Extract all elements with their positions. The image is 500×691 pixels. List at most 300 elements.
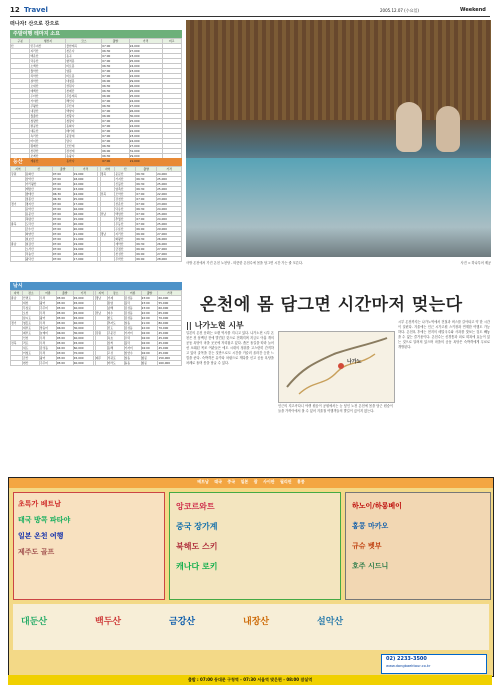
table-cell: 백암산 bbox=[115, 212, 136, 217]
table-cell: 16,000 bbox=[73, 207, 98, 212]
table-cell: 06:00 bbox=[102, 149, 130, 154]
left-column bbox=[10, 20, 182, 469]
table-cell: 위도 bbox=[22, 346, 39, 351]
table-cell: 23:00 bbox=[141, 306, 158, 311]
table-cell: 오천 bbox=[22, 311, 39, 316]
table-cell: 06:30 bbox=[102, 154, 130, 159]
table-cell: 22:00 bbox=[141, 316, 158, 321]
issue-date: 2005.12.07 (수요일) bbox=[380, 8, 419, 13]
table-cell: 전남 bbox=[95, 311, 107, 316]
ad-title-3: 일본 온천 여행 bbox=[18, 532, 64, 540]
hiking-box-title: 등산 bbox=[10, 158, 182, 166]
table-cell: 06:00 bbox=[136, 247, 157, 252]
ad-title-2: 태국 방콕 파타야 bbox=[18, 516, 71, 524]
table-cell: 23:00 bbox=[141, 301, 158, 306]
table-cell: 07:00 bbox=[52, 217, 73, 222]
table-cell: 23,000 bbox=[129, 54, 162, 59]
table-cell: 07:00 bbox=[52, 207, 73, 212]
table-cell: 07:00 bbox=[102, 134, 130, 139]
table-cell: 150,000 bbox=[158, 356, 182, 361]
theme-col: 코스 bbox=[66, 39, 102, 44]
table-cell: 금정산 bbox=[115, 247, 136, 252]
table-cell: 망둥어 bbox=[39, 326, 56, 331]
table-cell: 60,000 bbox=[73, 346, 93, 351]
table-cell: 24,000 bbox=[157, 207, 182, 212]
table-cell: 감성돔 bbox=[124, 316, 141, 321]
table-cell: 동학사 bbox=[66, 159, 102, 164]
table-cell: 45,000 bbox=[158, 341, 182, 346]
table-cell: 무릉계곡 bbox=[66, 94, 102, 99]
table-cell: 우럭 bbox=[39, 296, 56, 301]
table-cell: 07:00 bbox=[102, 99, 130, 104]
table-cell: 덕유산 bbox=[115, 207, 136, 212]
ad-mountain-3: 금강산 bbox=[169, 617, 196, 627]
table-cell: 21,000 bbox=[73, 237, 98, 242]
table-cell: 06:30 bbox=[136, 237, 157, 242]
left-lead: 떠나자! 산으로 강으로 bbox=[10, 21, 60, 27]
table-cell: 치악산 bbox=[30, 74, 66, 79]
table-cell: 팔공산 bbox=[30, 124, 66, 129]
table-cell: 06:00 bbox=[136, 227, 157, 232]
table-cell: 04:00 bbox=[141, 346, 158, 351]
table-cell: 축령산 bbox=[25, 217, 52, 222]
article-body-col3: 시부 온천까지는 나가노역에서 전철과 버스를 갈아타고 약 한 시간이 걸린다. 겨울에는 인근 시가고원 스키장과 연계한 여행도 가능하다. 온천욕 후에는 현지의 메밀국수와 사과를 맛보는 것도 빼놓을 수 없는 즐거움이다. 온천수는 신경통과 피로 회복에 효능이 있는 것으로 알려져 있으며 마을의 공동 욕탕은 숙박객에게 무료로 개방된다. bbox=[398, 320, 490, 349]
table-cell: 06:00 bbox=[136, 257, 157, 262]
fishing-col: 출발 bbox=[56, 291, 73, 296]
table-cell: 29,000 bbox=[129, 154, 162, 159]
table-cell: 40,000 bbox=[73, 306, 93, 311]
table-cell: 우럭 bbox=[39, 321, 56, 326]
table-cell: 27,000 bbox=[157, 247, 182, 252]
fishing-box-title: 낚시 bbox=[10, 282, 182, 290]
table-cell: 경기 bbox=[11, 202, 26, 207]
table-cell: 용화산 bbox=[25, 172, 52, 177]
table-cell: 통영 bbox=[107, 301, 124, 306]
fishing-col: 장소 bbox=[22, 291, 39, 296]
table-cell: 05:00 bbox=[56, 311, 73, 316]
table-cell: 경기 bbox=[11, 321, 23, 326]
table-cell: 24,000 bbox=[129, 139, 162, 144]
table-cell: 우럭 bbox=[39, 336, 56, 341]
table-cell: 강천산 bbox=[115, 197, 136, 202]
table-cell: 06:00 bbox=[56, 326, 73, 331]
table-cell: 29,000 bbox=[129, 79, 162, 84]
table-cell: 07:00 bbox=[102, 139, 130, 144]
table-cell: 동화사 bbox=[66, 124, 102, 129]
map-label: 나가노 bbox=[347, 359, 362, 365]
table-cell: 주산지 bbox=[66, 104, 102, 109]
table-cell: 07:00 bbox=[52, 202, 73, 207]
page-number: 12 bbox=[10, 6, 20, 14]
table-cell: 용문산 bbox=[25, 212, 52, 217]
table-cell: 06:30 bbox=[136, 187, 157, 192]
table-cell bbox=[95, 361, 107, 366]
ad-panel-left bbox=[13, 492, 165, 600]
table-cell: 19,000 bbox=[73, 172, 98, 177]
table-cell: 30,000 bbox=[73, 331, 93, 336]
article-body-col2: 인근의 지고쿠다니 야생 원숭이 공원에서는 눈 덮인 노천 온천에 몸을 담근 원숭이들을 가까이에서 볼 수 있어 겨울철 여행객들의 발길이 끊이지 않는다. bbox=[278, 404, 393, 413]
hiking-table-body bbox=[11, 172, 182, 262]
theme-table bbox=[10, 38, 182, 164]
table-cell: 160,000 bbox=[158, 361, 182, 366]
table-cell: 22,000 bbox=[129, 74, 162, 79]
table-cell: 설악산 bbox=[30, 79, 66, 84]
ad-top-label: 중국 bbox=[227, 479, 236, 484]
table-cell: 볼락 bbox=[124, 301, 141, 306]
table-cell: 주꾸미 bbox=[39, 306, 56, 311]
table-cell: 22,000 bbox=[129, 129, 162, 134]
table-cell: 주왕산 bbox=[30, 104, 66, 109]
fishing-col: 어종 bbox=[124, 291, 141, 296]
table-cell: 07:00 bbox=[52, 212, 73, 217]
hiking-col: 지역 bbox=[100, 167, 115, 172]
theme-col: 구분 bbox=[11, 39, 30, 44]
table-cell: 26,000 bbox=[157, 237, 182, 242]
table-cell: 05:00 bbox=[56, 356, 73, 361]
table-cell: 민주지산 bbox=[30, 44, 66, 49]
table-cell: 천성산 bbox=[115, 252, 136, 257]
table-cell: 무학산 bbox=[115, 257, 136, 262]
table-cell: 06:30 bbox=[136, 172, 157, 177]
table-cell: 고성 bbox=[107, 351, 124, 356]
ad-top-label: 홍콩 bbox=[296, 479, 305, 484]
theme-col: 비고 bbox=[162, 39, 182, 44]
table-cell: 감성돔 bbox=[124, 311, 141, 316]
table-cell: 18,000 bbox=[73, 252, 98, 257]
table-cell: 점봉산 bbox=[25, 197, 52, 202]
table-cell: 충남 bbox=[11, 242, 26, 247]
table-cell: 07:00 bbox=[102, 44, 130, 49]
table-cell: 비로봉 bbox=[66, 64, 102, 69]
table-cell: 추월산 bbox=[115, 217, 136, 222]
table-cell: 상원사 bbox=[66, 84, 102, 89]
table-cell: 30,000 bbox=[73, 326, 93, 331]
table-cell: 속리산 bbox=[30, 134, 66, 139]
table-cell: 03:00 bbox=[56, 351, 73, 356]
table-cell: 23,000 bbox=[73, 187, 98, 192]
table-cell: 06:30 bbox=[136, 207, 157, 212]
table-cell: 우럭 bbox=[39, 311, 56, 316]
table-cell: 15,000 bbox=[73, 217, 98, 222]
table-cell: 24,000 bbox=[73, 192, 98, 197]
table-cell: 백양사 bbox=[66, 109, 102, 114]
table-cell: 07:00 bbox=[102, 74, 130, 79]
hiking-col: 가격 bbox=[73, 167, 98, 172]
brand-name: Weekend bbox=[460, 7, 486, 13]
table-cell: 소백산 bbox=[30, 64, 66, 69]
table-cell: 06:30 bbox=[52, 192, 73, 197]
hiking-col: 출발 bbox=[136, 167, 157, 172]
table-cell: 감성돔 bbox=[124, 326, 141, 331]
table-cell: 대천 bbox=[22, 301, 39, 306]
table-cell: 06:00 bbox=[102, 114, 130, 119]
fishing-table-wrap bbox=[10, 290, 182, 392]
table-cell: 45,000 bbox=[158, 346, 182, 351]
photo-caption-text: 사방 온천에서 가진 온천 노천탕 - 따뜻한 온천수에 몸을 담그면 시간 가는 줄 모른다. bbox=[186, 261, 303, 265]
ad-title-8: 캐나다 로키 bbox=[176, 562, 218, 571]
table-cell: 희양산 bbox=[25, 232, 52, 237]
table-cell: 삼척 bbox=[107, 341, 124, 346]
page-header bbox=[10, 6, 490, 17]
table-cell: 19,000 bbox=[73, 242, 98, 247]
table-cell: 감성돔 bbox=[39, 346, 56, 351]
table-cell: 마이산 bbox=[30, 139, 66, 144]
table-cell: 06:30 bbox=[102, 84, 130, 89]
ad-top-label: 태국 bbox=[214, 479, 223, 484]
table-cell: 26,000 bbox=[157, 242, 182, 247]
table-cell: 금수산 bbox=[25, 227, 52, 232]
table-cell: 청량산 bbox=[30, 119, 66, 124]
table-cell bbox=[100, 257, 115, 262]
table-cell: 조계산 bbox=[30, 154, 66, 159]
hiking-col: 지역 bbox=[11, 167, 26, 172]
table-cell: 황매산 bbox=[30, 144, 66, 149]
table-cell: 65,000 bbox=[158, 311, 182, 316]
table-cell: 31,000 bbox=[129, 149, 162, 154]
article-body-col1: 일본의 온천 문화는 오랜 역사를 지니고 있다. 나가노현 시부 온천은 천 삼백년 전에 발견된 것으로 전해지며 지금도 아홉 개의 공동 욕탕이 마을 곳곳에 자리잡고 있다. 좁은 돌길을 따라 늘어선 오래된 목조 여관들은 에도 시대의 정취를 고스란히 간직하고 있어 골목을 걷는 것만으로도 시간을 거슬러 올라간 듯한 느낌을 준다. 숙박객은 유카타 차림으로 게다를 신고 공동 욕탕을 차례로 돌며 몸을 담글 수 있다. bbox=[186, 331, 274, 365]
table-cell: 27,000 bbox=[157, 232, 182, 237]
table-cell: 대둔산 bbox=[30, 129, 66, 134]
table-cell: 24,000 bbox=[129, 99, 162, 104]
table-cell: 오대산 bbox=[30, 84, 66, 89]
table-cell: 06:30 bbox=[102, 49, 130, 54]
ad-phone: 02) 2233-3500 bbox=[386, 656, 427, 662]
table-cell: 40,000 bbox=[73, 336, 93, 341]
table-cell: 속초 bbox=[107, 336, 124, 341]
table-cell: 07:00 bbox=[102, 69, 130, 74]
bather-figure-2 bbox=[436, 106, 460, 152]
table-cell: 인천 bbox=[22, 336, 39, 341]
table-cell: 경북 bbox=[100, 172, 115, 177]
water-illustration bbox=[186, 158, 491, 257]
table-cell: 덕숭산 bbox=[25, 252, 52, 257]
table-cell: 충남 bbox=[11, 296, 23, 301]
table-cell: 참돔 bbox=[124, 356, 141, 361]
table-cell: 55,000 bbox=[158, 301, 182, 306]
location-map bbox=[278, 331, 395, 403]
table-cell: 임연수 bbox=[124, 351, 141, 356]
theme-col: 가격 bbox=[129, 39, 162, 44]
theme-col: 출발 bbox=[102, 39, 130, 44]
fishing-col: 출발 bbox=[141, 291, 158, 296]
wooden-wall-illustration bbox=[186, 20, 491, 120]
table-cell: 21,000 bbox=[73, 232, 98, 237]
table-cell: 27,000 bbox=[129, 104, 162, 109]
table-cell: 진도 bbox=[107, 326, 124, 331]
table-cell: 전남 bbox=[100, 212, 115, 217]
table-cell: 천은사 bbox=[66, 49, 102, 54]
ad-title-1: 초특가 베트남 bbox=[18, 500, 62, 508]
section-title: Travel bbox=[24, 6, 48, 14]
table-cell: 대부도 bbox=[22, 326, 39, 331]
table-cell: 삼악산 bbox=[25, 177, 52, 182]
table-cell: 07:00 bbox=[52, 257, 73, 262]
table-cell: 05:00 bbox=[56, 336, 73, 341]
table-cell: 안면도 bbox=[22, 296, 39, 301]
table-cell: 22:00 bbox=[141, 311, 158, 316]
table-cell bbox=[11, 257, 26, 262]
table-cell: 경남 bbox=[100, 232, 115, 237]
table-cell: 07:00 bbox=[136, 202, 157, 207]
table-cell: 17,000 bbox=[73, 257, 98, 262]
table-cell: 26,000 bbox=[129, 109, 162, 114]
table-cell: 24,000 bbox=[129, 44, 162, 49]
table-cell: 신불산 bbox=[115, 182, 136, 187]
table-cell: 07:00 bbox=[52, 227, 73, 232]
table-cell: 29,000 bbox=[157, 227, 182, 232]
table-cell: 45,000 bbox=[73, 296, 93, 301]
table-cell: 45,000 bbox=[158, 331, 182, 336]
table-cell: 25,000 bbox=[157, 187, 182, 192]
table-cell: 모악산 bbox=[115, 192, 136, 197]
table-cell: 45,000 bbox=[73, 341, 93, 346]
ad-top-label: 일본 bbox=[240, 479, 249, 484]
table-cell: 07:00 bbox=[52, 232, 73, 237]
table-cell: 여수 bbox=[107, 311, 124, 316]
table-row bbox=[11, 361, 182, 366]
ad-title-11: 규슈 벳부 bbox=[352, 542, 382, 550]
table-cell: 70,000 bbox=[158, 326, 182, 331]
table-cell: 25,000 bbox=[157, 222, 182, 227]
table-cell: 07:00 bbox=[52, 222, 73, 227]
table-cell: 제주 bbox=[95, 356, 107, 361]
table-cell: 월악산 bbox=[30, 69, 66, 74]
table-cell: 04:00 bbox=[56, 346, 73, 351]
table-cell: 06:00 bbox=[136, 252, 157, 257]
table-cell: 화왕산 bbox=[115, 237, 136, 242]
table-cell: 강원 bbox=[95, 331, 107, 336]
table-cell: 경남 bbox=[95, 296, 107, 301]
ad-top-label: 괌 bbox=[253, 479, 258, 484]
table-cell: 45,000 bbox=[73, 311, 93, 316]
hiking-col: 출발 bbox=[52, 167, 73, 172]
table-cell: 거제 bbox=[107, 296, 124, 301]
table-cell: 06:00 bbox=[136, 232, 157, 237]
table-cell: 대청봉 bbox=[66, 79, 102, 84]
table-cell: 계방산 bbox=[25, 187, 52, 192]
table-cell: 두타산 bbox=[30, 94, 66, 99]
table-cell: 탑사 bbox=[66, 139, 102, 144]
table-cell: 무창포 bbox=[22, 306, 39, 311]
table-cell: 21:00 bbox=[141, 321, 158, 326]
ad-panel-center bbox=[169, 492, 341, 600]
table-cell: 27,000 bbox=[129, 144, 162, 149]
table-cell: 07:00 bbox=[52, 182, 73, 187]
table-cell: 모산재 bbox=[66, 144, 102, 149]
table-cell: 재약산 bbox=[115, 242, 136, 247]
table-cell: 광어 bbox=[39, 356, 56, 361]
table-row bbox=[11, 257, 182, 262]
table-cell: 04:00 bbox=[141, 331, 158, 336]
table-cell: 04:00 bbox=[141, 351, 158, 356]
table-cell: 영봉 bbox=[66, 69, 102, 74]
table-cell: 45,000 bbox=[73, 316, 93, 321]
fishing-col: 어종 bbox=[39, 291, 56, 296]
table-cell: 25,000 bbox=[129, 59, 162, 64]
table-cell: 동해 bbox=[107, 346, 124, 351]
table-cell: 도락산 bbox=[25, 222, 52, 227]
table-cell: 07:00 bbox=[102, 59, 130, 64]
table-cell: 산 bbox=[11, 44, 30, 49]
table-cell: 영흥도 bbox=[22, 321, 39, 326]
table-cell: 가지산 bbox=[115, 177, 136, 182]
table-cell: 20,000 bbox=[73, 222, 98, 227]
table-cell: 계룡산 bbox=[30, 159, 66, 164]
table-cell: 06:00 bbox=[56, 331, 73, 336]
table-cell: 덕유산 bbox=[30, 59, 66, 64]
ad-top-label: 베트남 bbox=[197, 479, 209, 484]
ad-title-9: 하노이/하롱베이 bbox=[352, 502, 402, 510]
bather-figure-1 bbox=[396, 102, 422, 152]
ad-title-12: 호주 시드니 bbox=[352, 562, 389, 570]
table-cell: 07:00 bbox=[52, 252, 73, 257]
hiking-col: 가격 bbox=[157, 167, 182, 172]
table-cell: 60,000 bbox=[158, 306, 182, 311]
fishing-col: 가격 bbox=[73, 291, 93, 296]
table-cell: 군산 bbox=[22, 356, 39, 361]
table-cell: 07:00 bbox=[52, 247, 73, 252]
table-cell: 주꾸미 bbox=[39, 361, 56, 366]
fishing-col: 지역 bbox=[95, 291, 107, 296]
table-cell: 우럭 bbox=[39, 341, 56, 346]
fishing-table-body bbox=[11, 296, 182, 366]
table-cell: 제부도 bbox=[22, 331, 39, 336]
table-cell: 문장대 bbox=[66, 134, 102, 139]
hiking-col: 산 bbox=[25, 167, 52, 172]
table-cell: 17,000 bbox=[73, 202, 98, 207]
table-cell: 가리왕산 bbox=[25, 182, 52, 187]
map-illustration bbox=[279, 332, 394, 402]
table-cell: 삽시도 bbox=[22, 316, 39, 321]
table-cell: 항공 bbox=[141, 361, 158, 366]
table-cell: 05:00 bbox=[56, 361, 73, 366]
table-cell: 05:00 bbox=[56, 321, 73, 326]
table-cell: 완도 bbox=[107, 316, 124, 321]
table-cell: 07:00 bbox=[52, 177, 73, 182]
ad-mountain-1: 대둔산 bbox=[21, 617, 48, 627]
ad-url: www.dongbaektour.co.kr bbox=[386, 664, 431, 668]
table-cell: 동곡 bbox=[66, 54, 102, 59]
theme-table-body bbox=[11, 44, 182, 164]
table-cell: 지리산 bbox=[30, 49, 66, 54]
table-cell: 07:00 bbox=[136, 192, 157, 197]
article-subhead: || 나가노현 시부 bbox=[186, 321, 244, 330]
table-cell: 남해 bbox=[107, 306, 124, 311]
table-cell: 45,000 bbox=[73, 356, 93, 361]
table-cell: 30,000 bbox=[129, 114, 162, 119]
table-cell: 전북 bbox=[100, 192, 115, 197]
table-cell: 20,000 bbox=[73, 227, 98, 232]
table-cell: 07:00 bbox=[102, 124, 130, 129]
table-cell: 25,000 bbox=[129, 94, 162, 99]
table-cell: 06:30 bbox=[136, 242, 157, 247]
table-cell: 감성돔 bbox=[124, 296, 141, 301]
table-cell: 명지산 bbox=[25, 202, 52, 207]
table-cell: 내장산 bbox=[30, 109, 66, 114]
table-cell: 45,000 bbox=[158, 336, 182, 341]
table-cell bbox=[11, 361, 23, 366]
ad-top-labels bbox=[9, 479, 493, 487]
table-cell: 06:30 bbox=[102, 89, 130, 94]
table-cell: 25,000 bbox=[157, 212, 182, 217]
table-cell: 22,000 bbox=[73, 182, 98, 187]
table-cell: 24,000 bbox=[129, 64, 162, 69]
table-cell: 항공 bbox=[141, 356, 158, 361]
table-cell: 광어 bbox=[39, 301, 56, 306]
hiking-table-wrap bbox=[10, 166, 182, 276]
table-cell: 송광사 bbox=[66, 154, 102, 159]
table-cell: 16,000 bbox=[73, 212, 98, 217]
